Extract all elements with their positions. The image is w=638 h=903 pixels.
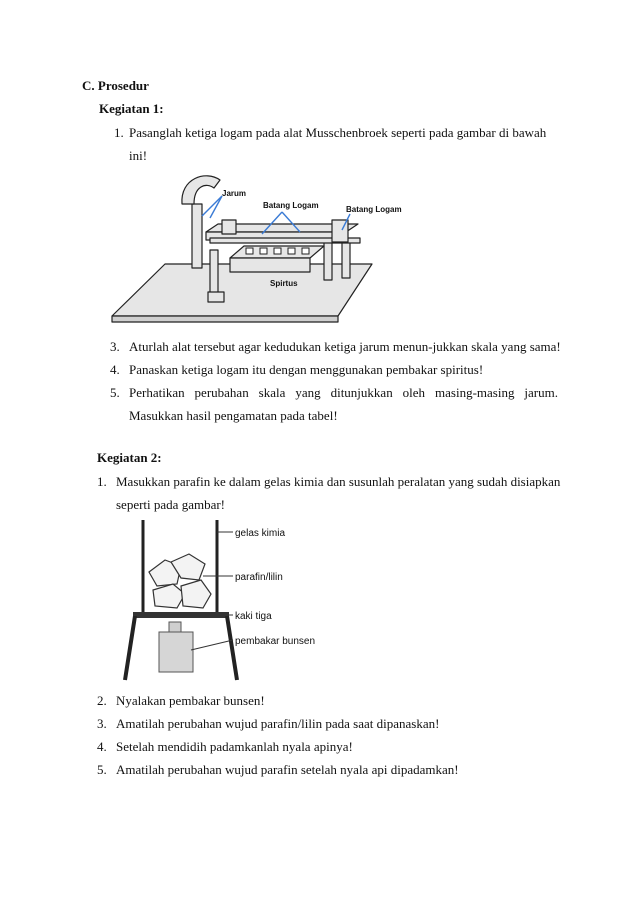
- k2-step-5-number: 5.: [97, 762, 107, 777]
- label-spirtus: Spirtus: [270, 279, 298, 288]
- frame-leg: [324, 242, 332, 280]
- k1-step-3-text: Aturlah alat tersebut agar kedudukan ketiga jarum menun-jukkan skala yang sama!: [129, 339, 561, 354]
- k2-step-3-text: Amatilah perubahan wujud parafin/lilin pada saat dipanaskan!: [116, 716, 440, 731]
- k2-step-5-text: Amatilah perubahan wujud parafin setelah nyala api dipadamkan!: [116, 762, 459, 777]
- tripod-leg-right: [227, 616, 237, 680]
- label-jarum: Jarum: [222, 189, 247, 198]
- k2-step-2-text: Nyalakan pembakar bunsen!: [116, 693, 265, 708]
- label-batang-logam-1: Batang Logam: [263, 201, 319, 210]
- k1-step-1-text-line2: ini!: [129, 148, 148, 163]
- k1-step-5-text-line2: Masukkan hasil pengamatan pada tabel!: [129, 408, 338, 423]
- k1-step-5-number: 5.: [110, 385, 120, 400]
- k1-step-1-number: 1.: [114, 125, 124, 140]
- k2-step-2-number: 2.: [97, 693, 107, 708]
- paraffin-lumps: [149, 554, 211, 608]
- k2-step-4-text: Setelah mendidih padamkanlah nyala apinya!: [116, 739, 353, 754]
- label-batang-logam-2: Batang Logam: [346, 205, 402, 214]
- k2-step-1-text-line1: Masukkan parafin ke dalam gelas kimia dan susunlah peralatan yang sudah disiapkan: [116, 474, 561, 489]
- kegiatan-2-title: Kegiatan 2:: [97, 450, 162, 465]
- bunsen-burner: [159, 632, 193, 672]
- gauge-post: [192, 204, 202, 268]
- label-gelas-kimia: gelas kimia: [235, 528, 286, 539]
- tripod-leg-left: [125, 616, 135, 680]
- k1-step-4-text: Panaskan ketiga logam itu dengan menggunakan pembakar spiritus!: [129, 362, 484, 377]
- k1-step-3-number: 3.: [110, 339, 120, 354]
- k2-step-4-number: 4.: [97, 739, 107, 754]
- k1-step-1-text-line1: Pasanglah ketiga logam pada alat Musschenbroek seperti pada gambar di bawah: [129, 125, 547, 140]
- gauge-arc: [182, 176, 220, 204]
- k1-step-5-text-line1: Perhatikan perubahan skala yang ditunjukkan oleh masing-masing jarum.: [129, 385, 558, 400]
- label-kaki-tiga: kaki tiga: [235, 611, 272, 622]
- kegiatan-1-title: Kegiatan 1:: [99, 101, 164, 116]
- frame-leg: [342, 240, 350, 278]
- k1-step-4-number: 4.: [110, 362, 120, 377]
- musschenbroek-figure: [110, 168, 402, 328]
- k2-step-1-number: 1.: [97, 474, 107, 489]
- label-parafin: parafin/lilin: [235, 572, 283, 583]
- k2-step-1-text-line2: seperti pada gambar!: [116, 497, 226, 512]
- k2-step-3-number: 3.: [97, 716, 107, 731]
- tripod-top: [133, 612, 229, 618]
- label-pembakar-bunsen: pembakar bunsen: [235, 636, 316, 647]
- beaker-figure: [125, 520, 335, 682]
- section-heading: C. Prosedur: [82, 78, 149, 93]
